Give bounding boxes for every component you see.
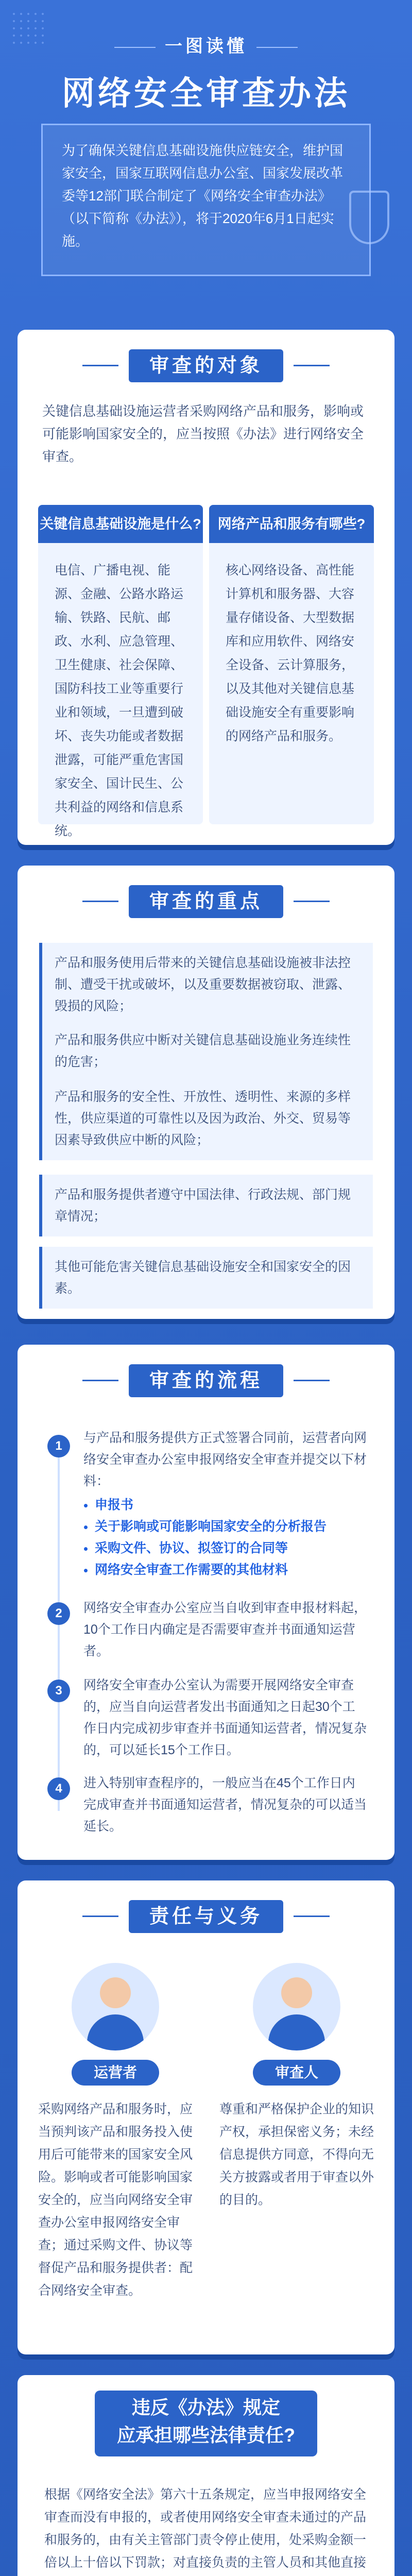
focus-item: 产品和服务使用后带来的关键信息基础设施被非法控制、遭受干扰或破坏，以及重要数据被窃取、泄露、毁损的风险； bbox=[39, 943, 373, 1026]
process-step-4: 进入特别审查程序的，一般应当在45个工作日内完成审查并书面通知运营者，情况复杂的可以适当延长。 bbox=[83, 1776, 367, 1834]
role-reviewer bbox=[219, 1963, 374, 2211]
section-object bbox=[18, 330, 394, 845]
materials-list bbox=[83, 1494, 368, 1581]
step-number: 1 bbox=[47, 1435, 70, 1458]
shield-icon bbox=[349, 191, 389, 244]
card-products-services bbox=[209, 505, 374, 824]
question-title bbox=[18, 2394, 394, 2449]
card-heading: 网络产品和服务有哪些? bbox=[209, 505, 374, 543]
step-number: 2 bbox=[47, 1602, 70, 1625]
list-item: • 采购文件、协议、拟签订的合同等 bbox=[95, 1537, 368, 1559]
card-text: 电信、广播电视、能源、金融、公路水路运输、铁路、民航、邮政、水利、应急管理、卫生健康、社会保障、国防科技工业等重要行业和领域，一旦遭到破坏、丧失功能或者数据泄露，可能严重危害国家安全、国计民生、公共利益的网络和信息系统。 bbox=[55, 563, 184, 838]
question-line-2: 应承担哪些法律责任? bbox=[117, 2425, 295, 2446]
list-item: • 网络安全审查工作需要的其他材料 bbox=[95, 1559, 368, 1581]
avatar bbox=[72, 1963, 159, 2050]
section-penalty bbox=[18, 2375, 394, 2576]
penalty-text: 根据《网络安全法》第六十五条规定，应当申报网络安全审查而没有申报的，或者使用网络安全审查未通过的产品和服务的，由有关主管部门责令停止使用，处采购金额一倍以上十倍以下罚款；对直接负责的主管人员和其他直接 bbox=[44, 2487, 367, 2570]
role-name: 运营者 bbox=[72, 2060, 159, 2086]
card-text: 核心网络设备、高性能计算机和服务器、大容量存储设备、大型数据库和应用软件、网络安全设备、云计算服务，以及其他对关键信息基础设施安全有重要影响的网络产品和服务。 bbox=[226, 563, 355, 743]
process-step-3: 网络安全审查办公室认为需要开展网络安全审查的，应当自向运营者发出书面通知之日起30个工作日内完成初步审查并书面通知运营者，情况复杂的，可以延长15个工作日。 bbox=[83, 1678, 367, 1757]
card-heading: 关键信息基础设施是什么? bbox=[38, 505, 203, 543]
hero-subtitle: 一图读懂 bbox=[0, 32, 412, 57]
role-text: 采购网络产品和服务时，应当预判该产品和服务投入使用后可能带来的国家安全风险。影响或者可能影响国家安全的，应当向网络安全审查办公室申报网络安全审查；通过采购文件、协议等督促产品和服务提供者：配合网络安全审查。 bbox=[38, 2102, 193, 2298]
role-text: 尊重和严格保护企业的知识产权，承担保密义务；未经信息提供方同意，不得向无关方披露或者用于审查以外的目的。 bbox=[219, 2102, 374, 2207]
intro-text: 为了确保关键信息基础设施供应链安全，维护国家安全，国家互联网信息办公室、国家发展改革委等12部门联合制定了《网络安全审查办法》（以下简称《办法》），将于2020年6月1日起实施。 bbox=[62, 143, 344, 249]
section-title: 审查的流程 bbox=[129, 1364, 283, 1397]
question-line-1: 违反《办法》规定 bbox=[131, 2397, 280, 2418]
process-step-2: 网络安全审查办公室应当自收到审查申报材料起，10个工作日内确定是否需要审查并书面通知运营者。 bbox=[83, 1601, 367, 1658]
focus-item: 产品和服务的安全性、开放性、透明性、来源的多样性，供应渠道的可靠性以及因为政治、外交、贸易等因素导致供应中断的风险； bbox=[39, 1077, 373, 1160]
section-process bbox=[18, 1345, 394, 1860]
section-duty bbox=[18, 1880, 394, 2354]
focus-item: 产品和服务供应中断对关键信息基础设施业务连续性的危害； bbox=[39, 1020, 373, 1082]
process-step-1 bbox=[83, 1427, 368, 1581]
focus-item: 产品和服务提供者遵守中国法律、行政法规、部门规章情况； bbox=[39, 1175, 373, 1236]
role-name: 审查人 bbox=[253, 2060, 340, 2086]
avatar bbox=[253, 1963, 340, 2050]
section-title: 审查的重点 bbox=[129, 885, 283, 918]
step-number: 4 bbox=[47, 1777, 70, 1800]
step-text: 与产品和服务提供方正式签署合同前，运营者向网络安全审查办公室申报网络安全审查并提交以下材料： bbox=[83, 1431, 367, 1488]
step-number: 3 bbox=[47, 1680, 70, 1702]
hero bbox=[0, 0, 412, 330]
focus-item: 其他可能危害关键信息基础设施安全和国家安全的因素。 bbox=[39, 1247, 373, 1309]
list-item: • 关于影响或可能影响国家安全的分析报告 bbox=[95, 1516, 368, 1537]
section-title: 审查的对象 bbox=[129, 349, 283, 382]
role-operator bbox=[38, 1963, 193, 2302]
list-item: • 申报书 bbox=[95, 1494, 368, 1516]
section-title: 责任与义务 bbox=[129, 1900, 283, 1933]
object-intro: 关键信息基础设施运营者采购网络产品和服务，影响或可能影响国家安全的，应当按照《办法》进行网络安全审查。 bbox=[42, 403, 364, 464]
card-critical-infrastructure bbox=[38, 505, 203, 838]
page-title: 网络安全审查办法 bbox=[62, 75, 350, 112]
section-focus bbox=[18, 866, 394, 1319]
